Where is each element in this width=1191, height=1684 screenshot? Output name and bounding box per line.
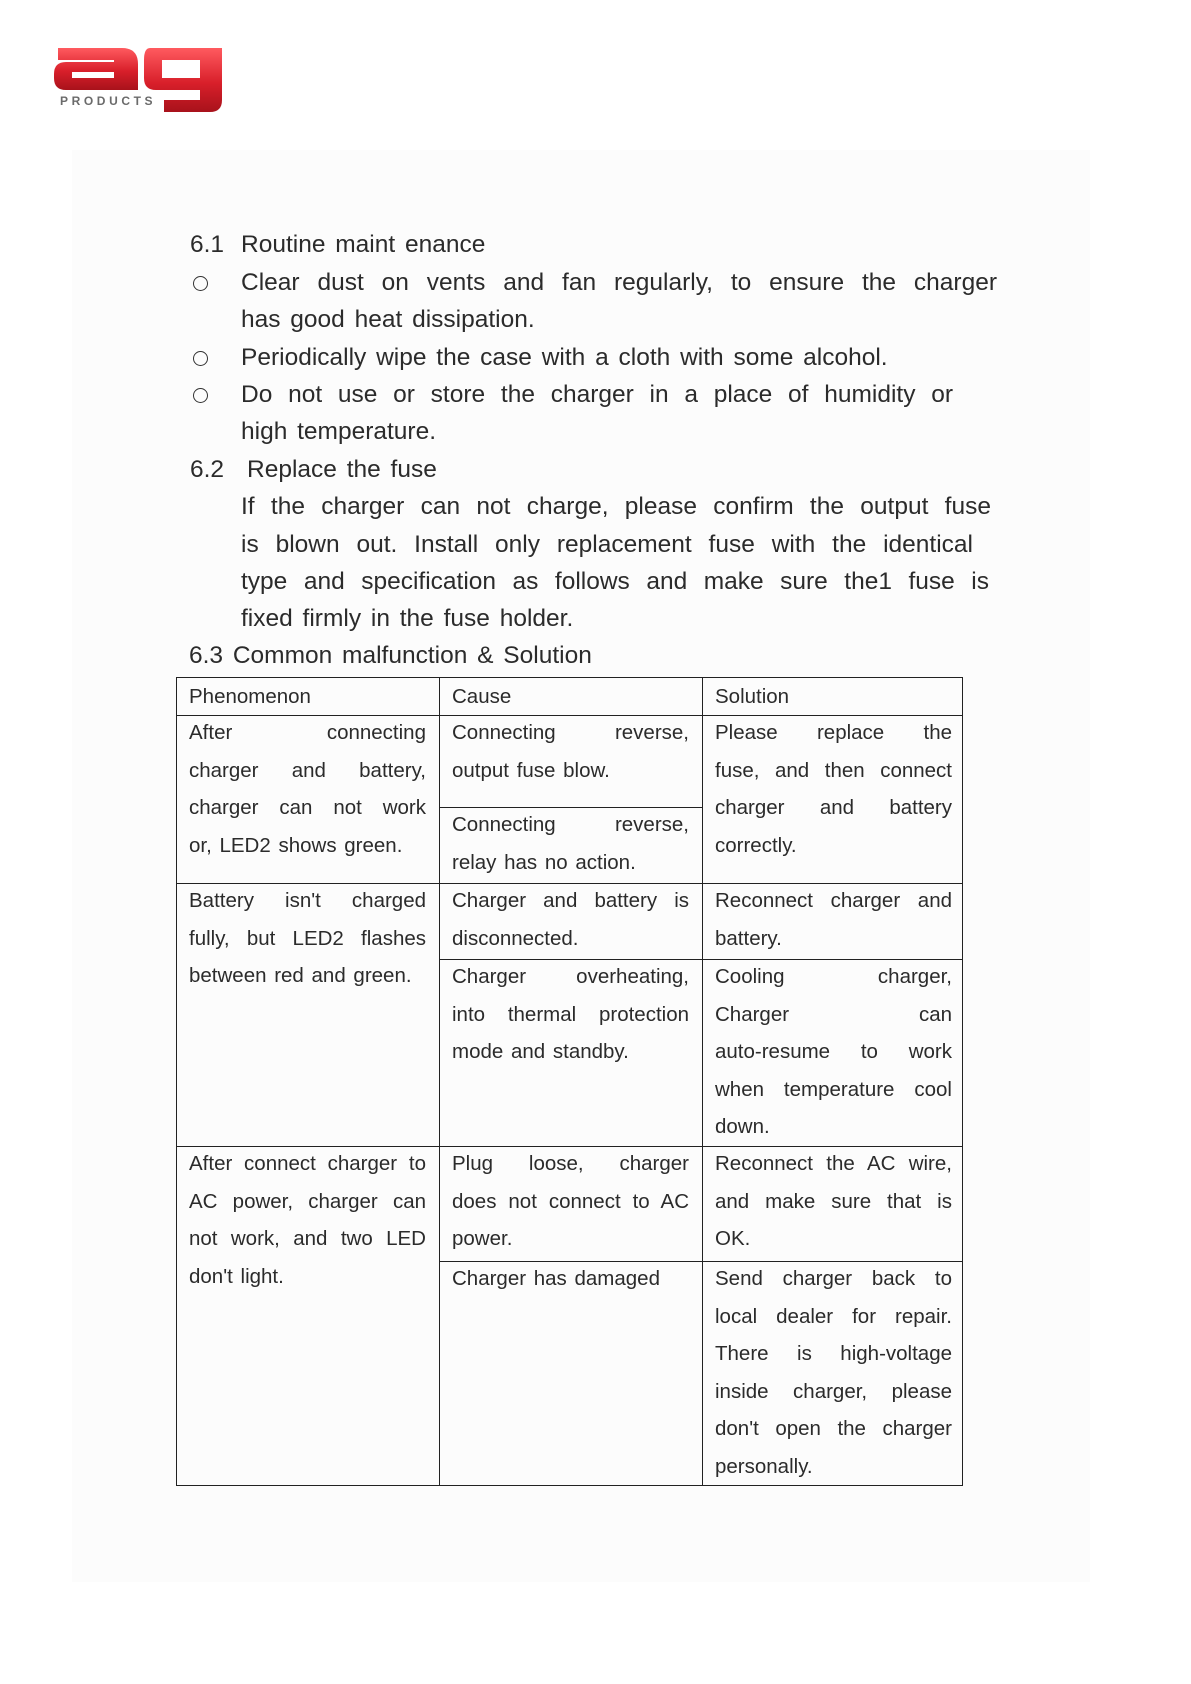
- cell-line: Connecting reverse,: [452, 813, 689, 836]
- section-number: 6.2: [190, 456, 225, 483]
- cell-line: charger and battery: [715, 796, 952, 819]
- cell-line: does not connect to AC: [452, 1189, 689, 1213]
- cause-cell: [452, 958, 689, 1071]
- cell-line: when temperature cool: [715, 1077, 952, 1101]
- bullet-1-line-2: has good heat dissipation.: [241, 306, 535, 333]
- cell-line: Connecting reverse,: [452, 721, 689, 744]
- cell-line: disconnected.: [452, 926, 579, 950]
- cell-line: fuse, and then connect: [715, 758, 952, 782]
- cell-line: After connecting: [189, 721, 426, 744]
- cell-line: auto-resume to work: [715, 1040, 952, 1063]
- cell-line: into thermal protection: [452, 1002, 689, 1026]
- cell-line: between red and green.: [189, 964, 412, 987]
- cell-line: don't light.: [189, 1264, 284, 1288]
- fuse-paragraph-line-4: fixed firmly in the fuse holder.: [241, 605, 574, 632]
- cell-line: local dealer for repair.: [715, 1304, 952, 1328]
- fuse-paragraph-line-2: is blown out. Install only replacement fuse with the identical: [241, 531, 973, 558]
- cell-line: mode and standby.: [452, 1040, 629, 1063]
- column-divider: [702, 678, 703, 1485]
- logo-subtext: PRODUCTS: [60, 94, 157, 108]
- header-solution: Solution: [715, 685, 790, 708]
- ag-products-logo: [52, 34, 227, 114]
- cell-line: OK.: [715, 1227, 751, 1250]
- bullet-3-line-1: Do not use or store the charger in a place of humidity or: [241, 381, 953, 408]
- phenomenon-cell: [189, 1145, 426, 1295]
- cell-line: fully, but LED2 flashes: [189, 926, 426, 950]
- cell-line: or, LED2 shows green.: [189, 833, 403, 857]
- cell-line: not work, and two LED: [189, 1227, 426, 1250]
- cell-line: Charger has damaged: [452, 1267, 660, 1290]
- cell-line: Cooling charger,: [715, 965, 952, 988]
- malfunction-table: [176, 677, 963, 1486]
- bullet-circle-icon: [193, 276, 208, 291]
- cause-cell: [452, 882, 689, 957]
- cause-cell: [452, 1260, 689, 1298]
- cell-line: Please replace the: [715, 721, 952, 744]
- cell-line: output fuse blow.: [452, 758, 610, 782]
- bullet-3-line-2: high temperature.: [241, 418, 437, 445]
- bullet-1-line-1: Clear dust on vents and fan regularly, to ensure the charger: [241, 269, 997, 296]
- cell-line: charger and battery,: [189, 758, 426, 782]
- cell-line: Send charger back to: [715, 1267, 952, 1290]
- cell-line: Battery isn't charged: [189, 889, 426, 912]
- solution-cell: [715, 882, 952, 957]
- solution-cell: [715, 714, 952, 864]
- cell-line: Charger and battery is: [452, 889, 689, 912]
- solution-cell: [715, 958, 952, 1146]
- cell-line: Reconnect the AC wire,: [715, 1152, 952, 1175]
- bullet-circle-icon: [193, 388, 208, 403]
- solution-cell: [715, 1260, 952, 1485]
- cause-cell: [452, 1145, 689, 1258]
- cell-line: Reconnect charger and: [715, 889, 952, 912]
- cell-line: Charger overheating,: [452, 965, 689, 988]
- solution-cell: [715, 1145, 952, 1258]
- cell-line: inside charger, please: [715, 1379, 952, 1403]
- section-6-3-heading: 6.3 Common malfunction & Solution: [189, 642, 592, 669]
- cell-line: and make sure that is: [715, 1189, 952, 1213]
- column-divider: [439, 678, 440, 1485]
- section-title: Replace the fuse: [247, 456, 437, 483]
- cell-line: Charger can: [715, 1002, 952, 1026]
- bullet-circle-icon: [193, 351, 208, 366]
- header-phenomenon: Phenomenon: [189, 685, 311, 708]
- bullet-2-line-1: Periodically wipe the case with a cloth with some alcohol.: [241, 344, 888, 371]
- cell-line: personally.: [715, 1454, 813, 1478]
- cause-cell: [452, 714, 689, 789]
- cell-line: power.: [452, 1227, 513, 1250]
- fuse-paragraph-line-3: type and specification as follows and make sure the1 fuse is: [241, 568, 989, 595]
- section-title: Routine maint enance: [241, 231, 486, 258]
- header-cause: Cause: [452, 685, 512, 708]
- cell-line: After connect charger to: [189, 1152, 426, 1175]
- section-number: 6.1: [190, 231, 225, 258]
- cell-line: battery.: [715, 926, 782, 950]
- phenomenon-cell: [189, 714, 426, 864]
- cell-line: charger can not work: [189, 796, 426, 819]
- cell-line: correctly.: [715, 833, 797, 857]
- cell-line: don't open the charger: [715, 1417, 952, 1440]
- cell-line: There is high-voltage: [715, 1342, 952, 1365]
- cell-line: AC power, charger can: [189, 1189, 426, 1213]
- cause-cell: [452, 806, 689, 881]
- phenomenon-cell: [189, 882, 426, 995]
- cell-line: Plug loose, charger: [452, 1152, 689, 1175]
- cell-line: down.: [715, 1115, 770, 1138]
- cell-line: relay has no action.: [452, 850, 636, 874]
- fuse-paragraph-line-1: If the charger can not charge, please confirm the output fuse: [241, 493, 991, 520]
